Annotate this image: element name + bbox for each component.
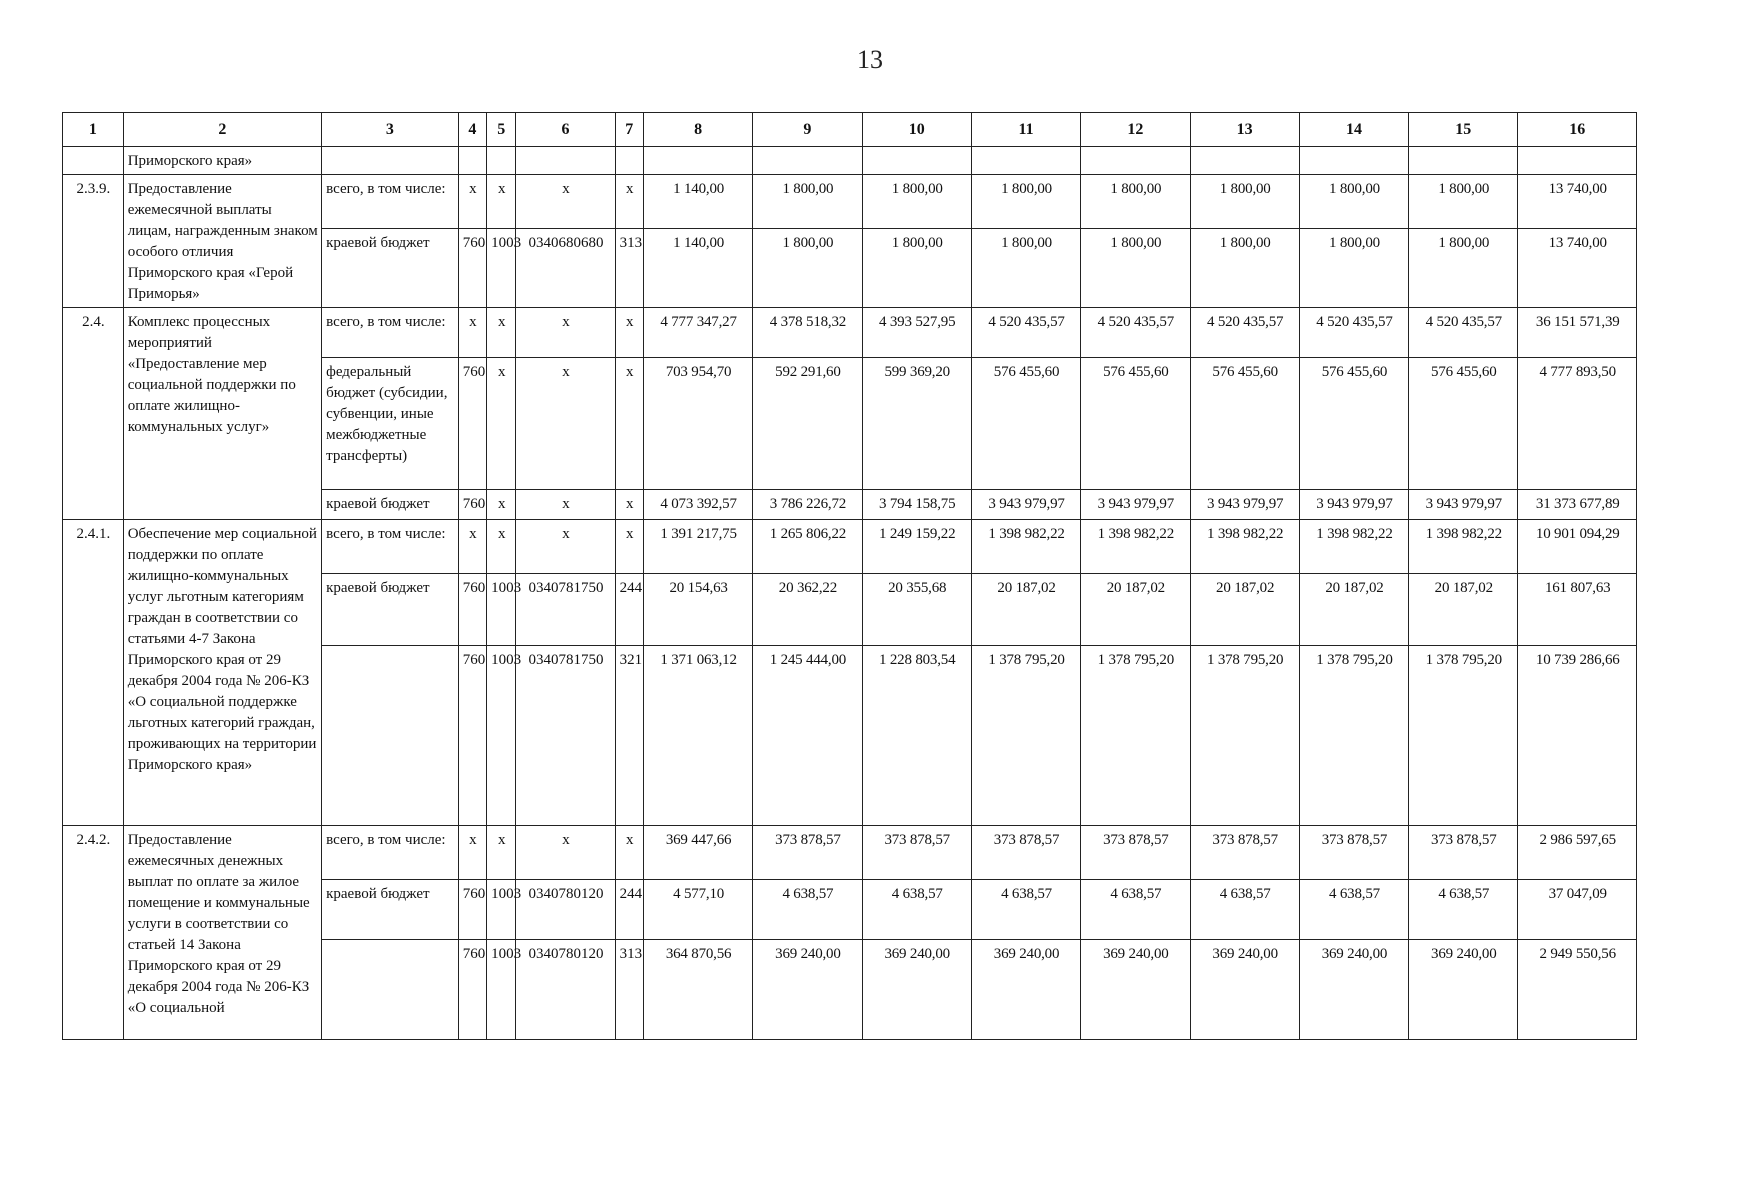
amount-cell: 1 398 982,22 <box>971 520 1080 574</box>
amount-cell: 369 240,00 <box>1081 940 1190 1040</box>
code-target: x <box>516 490 615 520</box>
amount-cell: 369 240,00 <box>1409 940 1518 1040</box>
amount-cell: 1 398 982,22 <box>1190 520 1299 574</box>
amount-cell: 703 954,70 <box>643 358 752 490</box>
col-header: 2 <box>123 113 321 147</box>
amount-cell: 20 187,02 <box>1409 574 1518 646</box>
total-cell: 161 807,63 <box>1518 574 1637 646</box>
funding-source: всего, в том числе: <box>322 826 459 880</box>
item-number: 2.3.9. <box>63 175 124 308</box>
amount-cell: 373 878,57 <box>1190 826 1299 880</box>
item-number: 2.4.2. <box>63 826 124 1040</box>
code-expense-type: 244 <box>615 574 643 646</box>
amount-cell: 20 187,02 <box>1081 574 1190 646</box>
amount-cell: 4 777 347,27 <box>643 308 752 358</box>
amount-cell: 1 245 444,00 <box>753 646 862 826</box>
col-header: 1 <box>63 113 124 147</box>
amount-cell: 4 638,57 <box>753 880 862 940</box>
amount-cell: 1 378 795,20 <box>1299 646 1408 826</box>
amount-cell: 1 228 803,54 <box>862 646 971 826</box>
funding-source <box>322 646 459 826</box>
amount-cell: 1 800,00 <box>1190 175 1299 229</box>
amount-cell: 576 455,60 <box>1081 358 1190 490</box>
code-grbs: 760 <box>458 646 486 826</box>
col-header: 8 <box>643 113 752 147</box>
code-target: x <box>516 520 615 574</box>
code-expense-type: x <box>615 358 643 490</box>
amount-cell: 3 786 226,72 <box>753 490 862 520</box>
amount-cell: 1 800,00 <box>1299 229 1408 308</box>
amount-cell: 3 943 979,97 <box>1409 490 1518 520</box>
code-target: 0340781750 <box>516 574 615 646</box>
code-section: x <box>487 175 516 229</box>
amount-cell: 4 638,57 <box>1081 880 1190 940</box>
total-cell: 13 740,00 <box>1518 229 1637 308</box>
amount-cell: 4 638,57 <box>1409 880 1518 940</box>
funding-source: краевой бюджет <box>322 490 459 520</box>
funding-source: краевой бюджет <box>322 574 459 646</box>
amount-cell: 4 520 435,57 <box>1299 308 1408 358</box>
code-target: 0340780120 <box>516 940 615 1040</box>
amount-cell: 4 073 392,57 <box>643 490 752 520</box>
funding-source: краевой бюджет <box>322 880 459 940</box>
amount-cell: 369 240,00 <box>1299 940 1408 1040</box>
amount-cell: 1 800,00 <box>862 175 971 229</box>
code-section: 1003 <box>487 646 516 826</box>
code-grbs: 760 <box>458 358 486 490</box>
amount-cell: 4 378 518,32 <box>753 308 862 358</box>
code-grbs: 760 <box>458 229 486 308</box>
amount-cell: 1 371 063,12 <box>643 646 752 826</box>
code-grbs: 760 <box>458 940 486 1040</box>
code-target: 0340680680 <box>516 229 615 308</box>
code-expense-type: x <box>615 520 643 574</box>
item-number: 2.4. <box>63 308 124 520</box>
item-name: Предоставление ежемесячных денежных выплат по оплате за жилое помещение и коммунальные услуги в соответствии со статьей 14 Закона Приморского края от 29 декабря 2004 года № 206-КЗ «О социальной <box>123 826 321 1040</box>
amount-cell: 1 800,00 <box>753 229 862 308</box>
col-header: 10 <box>862 113 971 147</box>
code-grbs: x <box>458 520 486 574</box>
total-cell: 10 739 286,66 <box>1518 646 1637 826</box>
amount-cell: 592 291,60 <box>753 358 862 490</box>
item-name: Предоставление ежемесячной выплаты лицам, награжденным знаком особого отличия Приморского края «Герой Приморья» <box>123 175 321 308</box>
code-grbs: x <box>458 826 486 880</box>
amount-cell: 4 520 435,57 <box>1190 308 1299 358</box>
amount-cell: 4 638,57 <box>1190 880 1299 940</box>
col-header: 12 <box>1081 113 1190 147</box>
amount-cell: 4 638,57 <box>862 880 971 940</box>
amount-cell: 4 638,57 <box>1299 880 1408 940</box>
item-number: 2.4.1. <box>63 520 124 826</box>
amount-cell: 4 520 435,57 <box>971 308 1080 358</box>
amount-cell: 1 800,00 <box>862 229 971 308</box>
code-target: x <box>516 358 615 490</box>
amount-cell: 599 369,20 <box>862 358 971 490</box>
amount-cell: 373 878,57 <box>1081 826 1190 880</box>
amount-cell: 369 240,00 <box>753 940 862 1040</box>
col-header: 6 <box>516 113 615 147</box>
amount-cell: 1 800,00 <box>1081 229 1190 308</box>
amount-cell: 1 398 982,22 <box>1409 520 1518 574</box>
col-header: 3 <box>322 113 459 147</box>
amount-cell: 1 800,00 <box>753 175 862 229</box>
amount-cell: 3 943 979,97 <box>971 490 1080 520</box>
code-section: x <box>487 358 516 490</box>
col-header: 14 <box>1299 113 1408 147</box>
table-row <box>63 175 1637 229</box>
funding-source: всего, в том числе: <box>322 520 459 574</box>
amount-cell: 1 378 795,20 <box>1081 646 1190 826</box>
funding-source: краевой бюджет <box>322 229 459 308</box>
col-header: 4 <box>458 113 486 147</box>
code-expense-type: x <box>615 490 643 520</box>
total-cell: 31 373 677,89 <box>1518 490 1637 520</box>
amount-cell: 369 240,00 <box>1190 940 1299 1040</box>
amount-cell: 1 800,00 <box>1409 229 1518 308</box>
amount-cell: 369 240,00 <box>862 940 971 1040</box>
amount-cell: 1 800,00 <box>971 229 1080 308</box>
code-grbs: 760 <box>458 574 486 646</box>
code-target: 0340780120 <box>516 880 615 940</box>
total-cell: 10 901 094,29 <box>1518 520 1637 574</box>
amount-cell: 373 878,57 <box>1409 826 1518 880</box>
code-expense-type: x <box>615 175 643 229</box>
amount-cell: 1 398 982,22 <box>1081 520 1190 574</box>
code-section: 1003 <box>487 229 516 308</box>
col-header: 5 <box>487 113 516 147</box>
amount-cell: 4 520 435,57 <box>1081 308 1190 358</box>
amount-cell: 1 378 795,20 <box>971 646 1080 826</box>
amount-cell: 4 577,10 <box>643 880 752 940</box>
total-cell: 2 986 597,65 <box>1518 826 1637 880</box>
code-expense-type: 313 <box>615 229 643 308</box>
amount-cell: 369 447,66 <box>643 826 752 880</box>
col-header: 16 <box>1518 113 1637 147</box>
amount-cell: 1 800,00 <box>971 175 1080 229</box>
code-section: x <box>487 308 516 358</box>
amount-cell: 20 187,02 <box>971 574 1080 646</box>
code-section: x <box>487 490 516 520</box>
header-row <box>63 113 1637 147</box>
total-cell: 4 777 893,50 <box>1518 358 1637 490</box>
code-target: x <box>516 308 615 358</box>
amount-cell: 20 187,02 <box>1299 574 1408 646</box>
code-grbs: x <box>458 308 486 358</box>
amount-cell: 576 455,60 <box>1409 358 1518 490</box>
col-header: 13 <box>1190 113 1299 147</box>
funding-source: федеральный бюджет (субсидии, субвенции, иные межбюджетные трансферты) <box>322 358 459 490</box>
code-target: x <box>516 175 615 229</box>
col-header: 7 <box>615 113 643 147</box>
budget-table <box>62 112 1637 1040</box>
table-row <box>63 308 1637 358</box>
amount-cell: 1 249 159,22 <box>862 520 971 574</box>
amount-cell: 1 391 217,75 <box>643 520 752 574</box>
amount-cell: 3 943 979,97 <box>1081 490 1190 520</box>
table-row <box>63 147 1637 175</box>
code-expense-type: 244 <box>615 880 643 940</box>
code-section: 1003 <box>487 574 516 646</box>
col-header: 15 <box>1409 113 1518 147</box>
code-expense-type: x <box>615 308 643 358</box>
item-name: Приморского края» <box>123 147 321 175</box>
code-expense-type: 321 <box>615 646 643 826</box>
amount-cell: 576 455,60 <box>1299 358 1408 490</box>
funding-source <box>322 940 459 1040</box>
amount-cell: 373 878,57 <box>753 826 862 880</box>
code-grbs: 760 <box>458 490 486 520</box>
amount-cell: 576 455,60 <box>971 358 1080 490</box>
amount-cell: 1 140,00 <box>643 229 752 308</box>
col-header: 11 <box>971 113 1080 147</box>
amount-cell: 20 355,68 <box>862 574 971 646</box>
total-cell: 36 151 571,39 <box>1518 308 1637 358</box>
amount-cell: 20 154,63 <box>643 574 752 646</box>
amount-cell: 1 800,00 <box>1081 175 1190 229</box>
code-expense-type: x <box>615 826 643 880</box>
amount-cell: 1 800,00 <box>1190 229 1299 308</box>
code-grbs: x <box>458 175 486 229</box>
amount-cell: 1 265 806,22 <box>753 520 862 574</box>
amount-cell: 1 800,00 <box>1299 175 1408 229</box>
amount-cell: 4 638,57 <box>971 880 1080 940</box>
funding-source: всего, в том числе: <box>322 308 459 358</box>
amount-cell: 369 240,00 <box>971 940 1080 1040</box>
item-name: Обеспечение мер социальной поддержки по оплате жилищно-коммунальных услуг льготным категориям граждан в соответствии со статьями 4-7 Закона Приморского края от 29 декабря 2004 года № 206-КЗ «О социальной поддержке льготных категорий граждан, проживающих на территории Приморского края» <box>123 520 321 826</box>
amount-cell: 364 870,56 <box>643 940 752 1040</box>
table-row <box>63 520 1637 574</box>
amount-cell: 1 378 795,20 <box>1190 646 1299 826</box>
amount-cell: 3 943 979,97 <box>1299 490 1408 520</box>
code-target: x <box>516 826 615 880</box>
amount-cell: 3 943 979,97 <box>1190 490 1299 520</box>
total-cell: 37 047,09 <box>1518 880 1637 940</box>
code-grbs: 760 <box>458 880 486 940</box>
page-number: 13 <box>857 45 883 74</box>
code-section: x <box>487 826 516 880</box>
code-section: 1003 <box>487 940 516 1040</box>
code-section: x <box>487 520 516 574</box>
amount-cell: 3 794 158,75 <box>862 490 971 520</box>
amount-cell: 4 393 527,95 <box>862 308 971 358</box>
code-expense-type: 313 <box>615 940 643 1040</box>
item-name: Комплекс процессных мероприятий «Предоставление мер социальной поддержки по оплате жилищно-коммунальных услуг» <box>123 308 321 520</box>
amount-cell: 1 140,00 <box>643 175 752 229</box>
code-section: 1003 <box>487 880 516 940</box>
amount-cell: 20 362,22 <box>753 574 862 646</box>
amount-cell: 1 398 982,22 <box>1299 520 1408 574</box>
code-target: 0340781750 <box>516 646 615 826</box>
amount-cell: 4 520 435,57 <box>1409 308 1518 358</box>
amount-cell: 20 187,02 <box>1190 574 1299 646</box>
amount-cell: 373 878,57 <box>1299 826 1408 880</box>
funding-source: всего, в том числе: <box>322 175 459 229</box>
col-header: 9 <box>753 113 862 147</box>
amount-cell: 373 878,57 <box>971 826 1080 880</box>
total-cell: 13 740,00 <box>1518 175 1637 229</box>
amount-cell: 1 800,00 <box>1409 175 1518 229</box>
total-cell: 2 949 550,56 <box>1518 940 1637 1040</box>
amount-cell: 576 455,60 <box>1190 358 1299 490</box>
table-row <box>63 826 1637 880</box>
amount-cell: 1 378 795,20 <box>1409 646 1518 826</box>
amount-cell: 373 878,57 <box>862 826 971 880</box>
